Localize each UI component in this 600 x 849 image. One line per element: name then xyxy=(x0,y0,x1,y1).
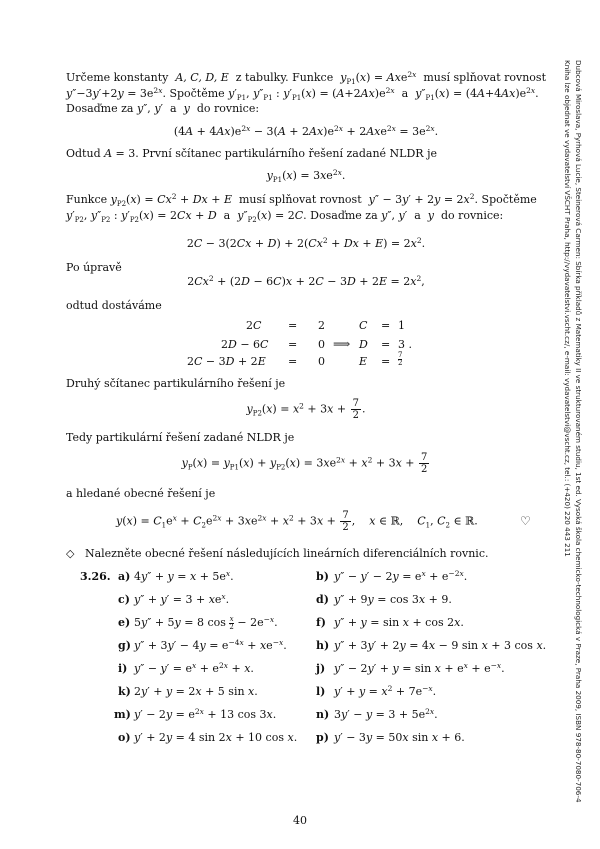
exercise-equation: 5y″ + 5y = 8 cos $\frac{x}{2} - 2e^{-x}$. xyxy=(134,614,278,631)
exercise-label: a) xyxy=(118,570,131,583)
exercise-label: n) xyxy=(316,708,330,721)
paragraph-line: $y'_{P2}$, $y''_{P2}$ : $y'_{P2}(x) = 2Cx + D$ a $y''_{P2}(x) = 2C$. Dosaďme za y″, y′ a y do rovnice: xyxy=(66,209,504,224)
paragraph-line: a hledané obecné řešení je xyxy=(66,487,216,500)
exercise-equation: $y' + y = x^2 + 7e^{-x}$. xyxy=(334,684,437,698)
exercise-equation: $4y'' + y = x + 5e^x$. xyxy=(134,569,234,583)
exercise-label: p) xyxy=(316,731,329,744)
system-sol-val: 1 xyxy=(398,319,405,332)
exercise-label: i) xyxy=(118,662,128,675)
exercise-label: j) xyxy=(316,662,326,675)
exercise-equation: y′ − 3y = 50x sin x + 6. xyxy=(334,731,465,744)
exercise-label: o) xyxy=(118,731,131,744)
exercise-label: g) xyxy=(118,639,131,652)
exercise-equation: y″ + 3y′ + 2y = 4x − 9 sin x + 3 cos x. xyxy=(334,639,547,652)
side-citation: Dubcová Miroslava, Pyrhová Lucie, Steinerová Carmen: Sbírka příkladů z Matematiky II ve strukturovaném studiu, 1st ed. Vysoká škola chemicko-technologická v Praze, Praha 2009, ISBN 978-80-7080-706-4 xyxy=(574,60,583,803)
exercise-equation: y″ + 9y = cos 3x + 9. xyxy=(334,593,452,606)
exercise-label: h) xyxy=(316,639,330,652)
exercise-label: e) xyxy=(118,616,131,629)
exercise-label: f) xyxy=(316,616,326,629)
paragraph-line: $y''-3y'+2y = 3e^{2x}$. Spočtěme $y'_{P1}$, $y''_{P1}$ : $y'_{P1}(x) = (A+2Ax)e^{2x}$ a $y''_{P1}(x) = (4A+4Ax)e^{2x}$. xyxy=(66,86,539,102)
exercise-label: l) xyxy=(316,685,326,698)
exercise-label: b) xyxy=(316,570,329,583)
system-lhs: 2C xyxy=(246,319,262,332)
exercise-equation: y′ + 2y = 4 sin 2x + 10 cos x. xyxy=(134,731,298,744)
paragraph-line: Funkce $y_{P2}(x) = Cx^2 + Dx + E$ musí splňovat rovnost $y'' - 3y' + 2y = 2x^2$. Spočtěme xyxy=(66,192,537,208)
system-rhs: 0 xyxy=(318,338,325,351)
system-rhs: 0 xyxy=(318,355,325,368)
exercise-equation: $y'' + 3y' - 4y = e^{-4x} + xe^{-x}$. xyxy=(134,638,287,652)
paragraph-line: odtud dostáváme xyxy=(66,299,162,312)
system-eq: = xyxy=(381,319,391,332)
system-eq: = xyxy=(381,338,391,351)
task-line: ◇ Nalezněte obecné řešení následujících lineárních diferenciálních rovnic. xyxy=(66,547,489,560)
exercise-equation: $y' - 2y = e^{2x} + 13$ cos 3x. xyxy=(134,707,277,721)
system-eq: = xyxy=(288,355,298,368)
paragraph-line: Tedy partikulární řešení zadané NLDR je xyxy=(66,431,295,444)
system-sol-val: 3 . xyxy=(398,338,412,351)
diamond-icon: ◇ xyxy=(66,547,75,560)
system-eq: = xyxy=(288,319,298,332)
paragraph-line: Po úpravě xyxy=(66,261,122,274)
exercise-label: k) xyxy=(118,685,131,698)
exercise-number: 3.26. xyxy=(80,570,111,583)
side-order-info: Kniha lze objednat ve vydavatelství VŠCHT Praha, http://vydavatelstvi.vscht.cz/, e-mail: vydavatelstvi@vscht.cz, tel.: (+420) 220 443 211 xyxy=(563,60,572,557)
equation: $y_{P1}(x) = 3xe^{2x}$. xyxy=(266,168,346,184)
system-sol: E xyxy=(359,355,368,368)
system-rhs: 2 xyxy=(318,319,325,332)
paragraph-line: Odtud A = 3. První sčítanec partikulárního řešení zadané NLDR je xyxy=(66,147,438,160)
system-sol: C xyxy=(359,319,368,332)
exercise-label: c) xyxy=(118,593,130,606)
exercise-equation: $y'' - 2y' + y = \sin x + e^x + e^{-x}$. xyxy=(334,661,505,675)
general-solution: $y(x) = C_1e^x + C_2e^{2x} + 3xe^{2x} + x^2 + 3x$ + $\frac{7}{2}$ , x ∈ ℝ, $C_1$, $C_2$ ∈ ℝ. xyxy=(116,510,478,533)
exercise-equation: $y'' + y' = 3 + xe^x$. xyxy=(134,592,230,606)
system-eq: = xyxy=(288,338,298,351)
exercise-equation: $3y' - y = 3 + 5e^{2x}$. xyxy=(334,707,438,721)
side-publication-info xyxy=(560,60,584,803)
system-sol: D xyxy=(359,338,368,351)
equation: $(4A + 4Ax)e^{2x} - 3(A + 2Ax)e^{2x} + 2Axe^{2x} = 3e^{2x}$. xyxy=(173,124,439,138)
system-sol-val: $\frac{7}{2}$ xyxy=(398,350,403,367)
implies-symbol: ⟹ xyxy=(333,337,351,351)
exercise-label: m) xyxy=(114,708,131,721)
paragraph-line: Určeme konstanty A, C, D, E z tabulky. Funkce $y_{P1}(x) = Axe^{2x}$ musí splňovat rovnost xyxy=(66,70,546,86)
system-lhs: 2C − 3D + 2E xyxy=(187,355,266,368)
exercise-equation: y″ + y = sin x + cos 2x. xyxy=(334,616,464,629)
system-eq: = xyxy=(381,355,391,368)
equation: $y_P(x) = y_{P1}(x) + y_{P2}(x) = 3xe^{2x} + x^2 + 3x$ + $\frac{7}{2}$ xyxy=(181,452,428,475)
equation: $2C - 3(2Cx + D) + 2(Cx^2 + Dx + E) = 2x^2$. xyxy=(186,236,426,250)
paragraph-line: Druhý sčítanec partikulárního řešení je xyxy=(66,377,286,390)
paragraph-line: Dosaďme za y″, y′ a y do rovnice: xyxy=(66,102,260,115)
system-lhs: 2D − 6C xyxy=(221,338,269,351)
exercise-label: d) xyxy=(316,593,329,606)
exercise-equation: $y'' - y' = e^x + e^{2x} + x$. xyxy=(134,661,254,675)
exercise-equation: $y'' - y' - 2y = e^x + e^{-2x}$. xyxy=(334,569,468,583)
equation: $y_{P2}(x) = x^2 + 3x$ + $\frac{7}{2}$ . xyxy=(246,398,366,421)
heart-icon: ♡ xyxy=(520,514,531,528)
exercise-equation: 2y′ + y = 2x + 5 sin x. xyxy=(134,685,258,698)
equation: $2Cx^2 + (2D - 6C)x + 2C - 3D + 2E = 2x^2$, xyxy=(187,274,425,288)
page-number: 40 xyxy=(293,814,307,827)
